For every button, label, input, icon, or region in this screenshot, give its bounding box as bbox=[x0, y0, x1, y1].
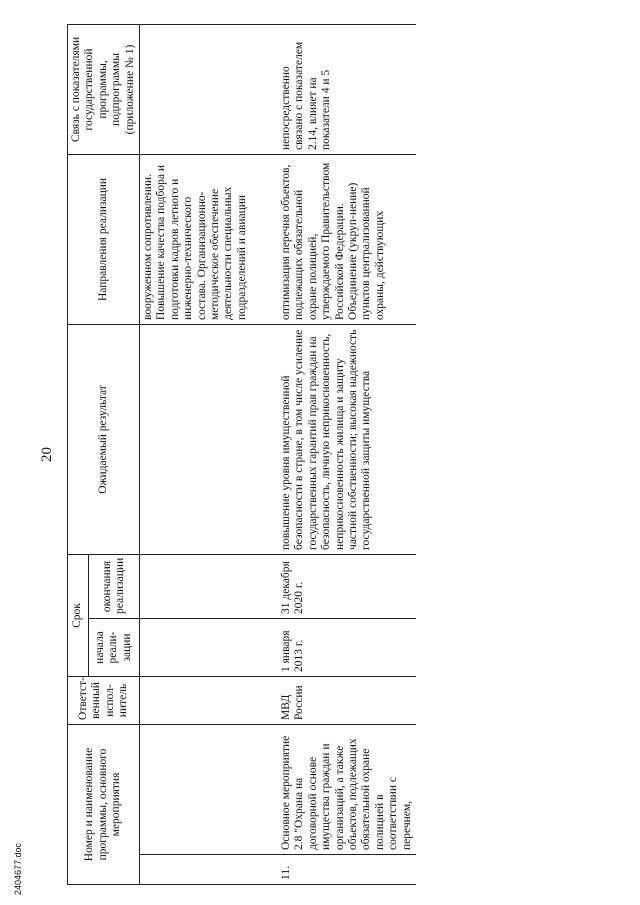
header-start: начала реали-зации bbox=[88, 618, 139, 676]
cell-result: повышение уровня имущественной безопасности в стране, в том числе усиление государственных гарантий прав граждан на безопасность, личную неприкосновенность, неприкосновенность жилища и защиту частной собственности; высокая надежность государственной защиты имущества bbox=[272, 324, 416, 554]
rotated-page bbox=[67, 25, 572, 885]
cell-directions: оптимизация перечня объектов, подлежащих обязательной охране полицией, утверждаемого Правительством Российской Федерации. Объединение (укруп-нение) пунктов централизованной охраны, действующих bbox=[272, 154, 416, 324]
cell-end bbox=[140, 554, 273, 618]
cell-num bbox=[140, 855, 273, 885]
cell-name bbox=[140, 724, 273, 854]
cell-responsible bbox=[140, 676, 273, 724]
table-row-continuation bbox=[140, 24, 273, 884]
cell-responsible: МВД России bbox=[272, 676, 416, 724]
cell-directions: вооруженном сопротивлении. Повышение качества подбора и подготовки кадров летного и инженерно-технического состава. Организационно-методическое обеспечение деятельности специальных подразделений и авиации bbox=[140, 154, 273, 324]
cell-start bbox=[140, 618, 273, 676]
table-header bbox=[68, 24, 140, 884]
document-filename: 2404677.doc bbox=[13, 842, 24, 896]
cell-name: Основное мероприятие 2.8 "Охрана на договорной основе имущества граждан и организаций, а также объектов, подлежащих обязательной охране полицией в соответствии с перечнем, bbox=[272, 724, 416, 854]
header-name: Номер и наименование программы, основного мероприятия bbox=[68, 724, 140, 884]
header-responsible: Ответст-венный испол-нитель bbox=[68, 676, 140, 724]
cell-num: 11. bbox=[272, 855, 416, 885]
cell-result bbox=[140, 324, 273, 554]
program-table bbox=[67, 24, 416, 885]
cell-end: 31 декабря 2020 г. bbox=[272, 554, 416, 618]
cell-start: 1 января 2013 г. bbox=[272, 618, 416, 676]
page-number: 20 bbox=[39, 447, 55, 462]
header-result: Ожидаемый результат bbox=[68, 324, 140, 554]
header-term: Срок bbox=[68, 554, 89, 676]
table-row-11 bbox=[272, 24, 416, 884]
cell-link bbox=[140, 24, 273, 154]
landscape-content bbox=[67, 25, 572, 885]
header-directions: Направления реализации bbox=[68, 154, 140, 324]
header-end: окончания реализации bbox=[88, 554, 139, 618]
cell-link: непосредственно связано с показателем 2.14, влияет на показатели 4 и 5 bbox=[272, 24, 416, 154]
header-link: Связь с показателями государственной программы, подпрограммы (приложение № 1) bbox=[68, 24, 140, 154]
